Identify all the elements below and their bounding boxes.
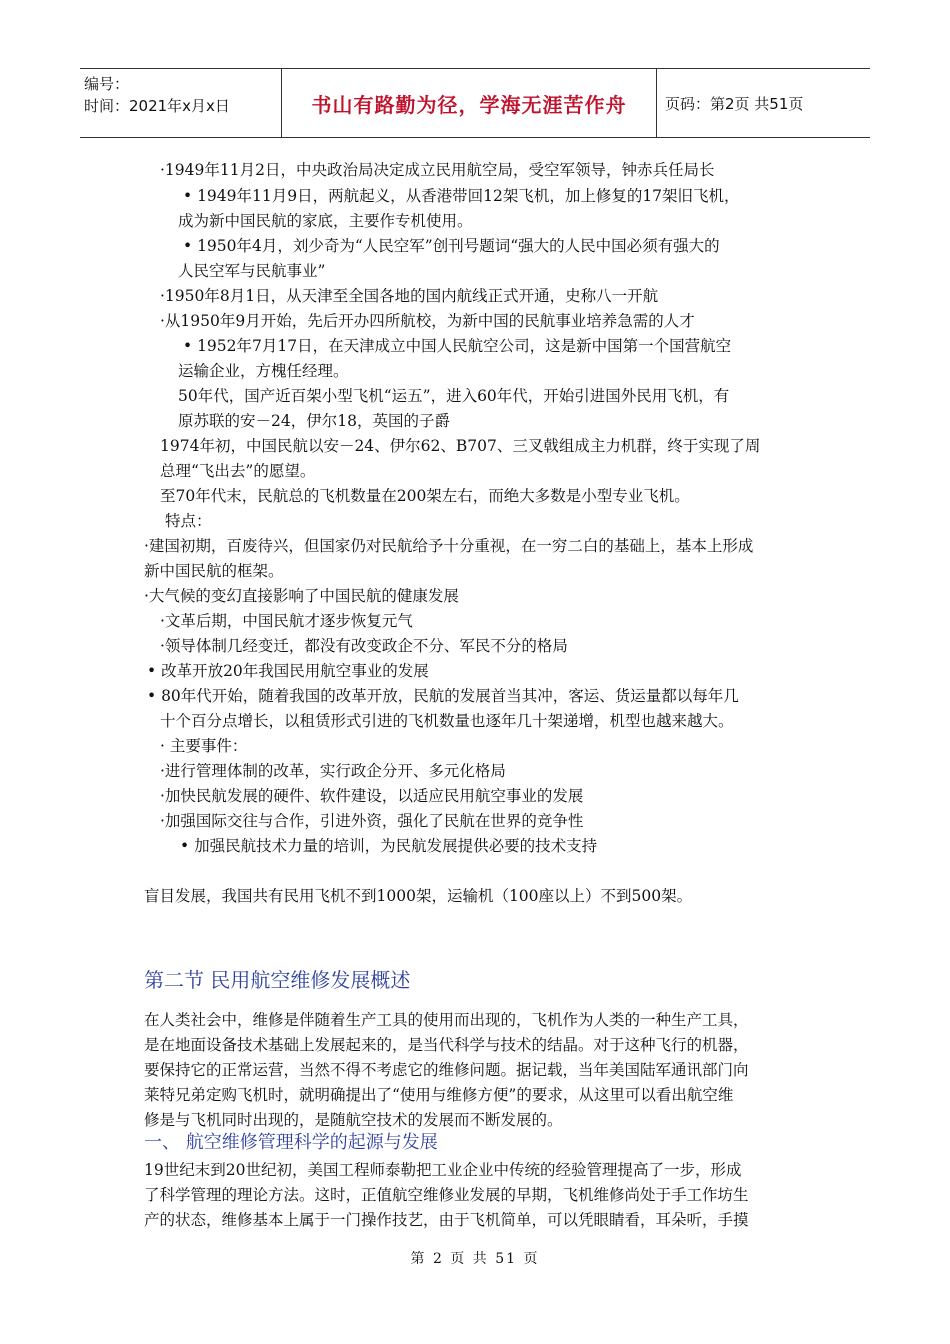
paragraph-line: 修是与飞机同时出现的，是随航空技术的发展而不断发展的。 <box>144 1111 563 1129</box>
text-line: ·大气候的变幻直接影响了中国民航的健康发展 <box>144 587 459 605</box>
text-line: • 80年代开始，随着我国的改革开放，民航的发展首当其冲，客运、货运量都以每年几 <box>147 687 739 705</box>
text-line: ·1950年8月1日，从天津至全国各地的国内航线正式开通，史称八一开航 <box>160 287 659 305</box>
text-line: ·加快民航发展的硬件、软件建设，以适应民用航空事业的发展 <box>160 787 584 805</box>
page-info: 页码：第2页 共51页 <box>665 94 804 113</box>
text-line: ·领导体制几经变迁，都没有改变政企不分、军民不分的格局 <box>160 637 568 655</box>
section-title: 第二节 民用航空维修发展概述 <box>144 968 411 992</box>
text-line: 50年代，国产近百架小型飞机“运五”，进入60年代，开始引进国外民用飞机，有 <box>178 387 730 405</box>
paragraph-line: 了科学管理的理论方法。这时，正值航空维修业发展的早期，飞机维修尚处于手工作坊生 <box>144 1186 749 1204</box>
text-line: 人民空军与民航事业” <box>178 262 326 280</box>
motto: 书山有路勤为径，学海无涯苦作舟 <box>282 69 657 137</box>
text-line: ·从1950年9月开始，先后开办四所航校，为新中国的民航事业培养急需的人才 <box>160 312 695 330</box>
paragraph-line: 是在地面设备技术基础上发展起来的，是当代科学与技术的结晶。对于这种飞行的机器， <box>144 1036 749 1054</box>
text-line: ·进行管理体制的改革，实行政企分开、多元化格局 <box>160 762 506 780</box>
date-label: 时间：2021年x月x日 <box>84 97 230 115</box>
text-line: • 改革开放20年我国民用航空事业的发展 <box>147 662 429 680</box>
header-table <box>80 68 870 138</box>
text-line: ·文革后期，中国民航才逐步恢复元气 <box>160 612 413 630</box>
paragraph-line: 莱特兄弟定购飞机时，就明确提出了“使用与维修方便”的要求，从这里可以看出航空维 <box>144 1086 734 1104</box>
page-footer: 第 2 页 共 51 页 <box>410 1251 540 1267</box>
text-line: • 1952年7月17日，在天津成立中国人民航空公司，这是新中国第一个国营航空 <box>183 337 732 355</box>
text-line: 1974年初，中国民航以安－24、伊尔62、B707、三叉戟组成主力机群，终于实现了周 <box>160 437 761 455</box>
text-line: 盲目发展，我国共有民用飞机不到1000架，运输机（100座以上）不到500架。 <box>144 887 693 905</box>
text-line: 原苏联的安－24，伊尔18，英国的子爵 <box>178 412 450 430</box>
paragraph-line: 在人类社会中，维修是伴随着生产工具的使用而出现的，飞机作为人类的一种生产工具， <box>144 1011 749 1029</box>
header-left-cell <box>80 69 282 137</box>
text-line: 总理“飞出去”的愿望。 <box>160 462 316 480</box>
text-line: ·加强国际交往与合作，引进外资，强化了民航在世界的竞争性 <box>160 812 584 830</box>
text-line: ·建国初期，百废待兴，但国家仍对民航给予十分重视，在一穷二白的基础上，基本上形成 <box>144 537 754 555</box>
text-line: 十个百分点增长，以租赁形式引进的飞机数量也逐年几十架递增，机型也越来越大。 <box>160 712 734 730</box>
text-line: • 加强民航技术力量的培训，为民航发展提供必要的技术支持 <box>180 837 598 855</box>
text-line: ·1949年11月2日，中央政治局决定成立民用航空局，受空军领导，钟赤兵任局长 <box>160 161 715 179</box>
paragraph-line: 产的状态，维修基本上属于一门操作技艺，由于飞机简单，可以凭眼睛看，耳朵听，手摸 <box>144 1211 749 1229</box>
text-line: 新中国民航的框架。 <box>144 562 284 580</box>
text-line: 特点： <box>165 512 212 530</box>
text-line: • 1950年4月，刘少奇为“人民空军”创刊号题词“强大的人民中国必须有强大的 <box>183 237 720 255</box>
text-line: 至70年代末，民航总的飞机数量在200架左右，而绝大多数是小型专业飞机。 <box>160 487 690 505</box>
text-line: • 1949年11月9日，两航起义，从香港带回12架飞机，加上修复的17架旧飞机， <box>183 187 740 205</box>
number-label: 编号： <box>84 75 130 93</box>
paragraph-line: 要保持它的正常运营，当然不得不考虑它的维修问题。据记载，当年美国陆军通讯部门向 <box>144 1061 749 1079</box>
paragraph-line: 19世纪末到20世纪初，美国工程师泰勒把工业企业中传统的经验管理提高了一步，形成 <box>144 1161 742 1179</box>
text-line: 成为新中国民航的家底，主要作专机使用。 <box>178 212 473 230</box>
text-line: · 主要事件： <box>160 737 248 755</box>
text-line: 运输企业，方槐任经理。 <box>178 362 349 380</box>
subsection-title: 一、 航空维修管理科学的起源与发展 <box>144 1132 438 1153</box>
